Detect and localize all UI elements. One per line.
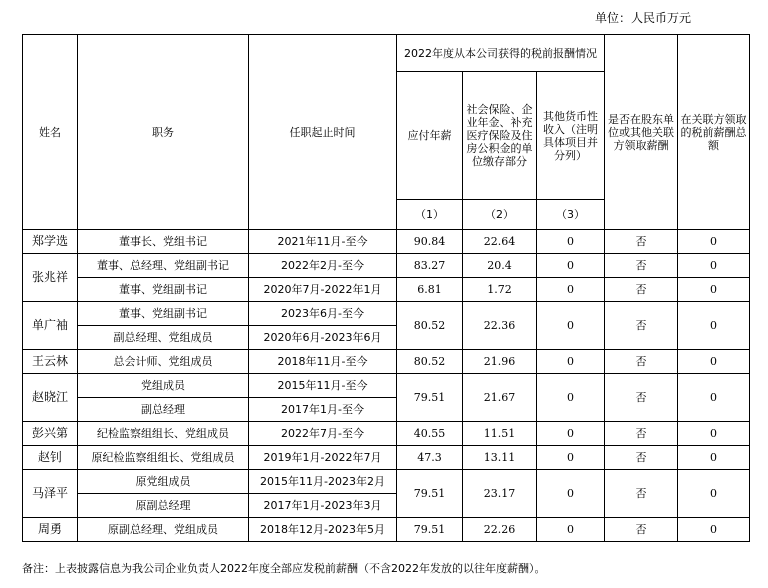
- other-cell: 0: [537, 470, 605, 518]
- header-term: 任职起止时间: [249, 35, 397, 230]
- related-total-cell: 0: [678, 278, 750, 302]
- salary-cell: 79.51: [397, 374, 463, 422]
- position-cell: 董事、党组副书记: [78, 278, 249, 302]
- term-cell: 2021年11月-至今: [249, 230, 397, 254]
- position-cell: 原党组成员: [78, 470, 249, 494]
- other-cell: 0: [537, 350, 605, 374]
- related-flag-cell: 否: [605, 518, 678, 542]
- person-name: 马泽平: [23, 470, 78, 518]
- related-total-cell: 0: [678, 254, 750, 278]
- position-cell: 纪检监察组组长、党组成员: [78, 422, 249, 446]
- salary-cell: 6.81: [397, 278, 463, 302]
- position-cell: 副总经理、党组成员: [78, 326, 249, 350]
- related-total-cell: 0: [678, 302, 750, 350]
- term-cell: 2015年11月-至今: [249, 374, 397, 398]
- social-cell: 22.36: [463, 302, 537, 350]
- header-col-3: （3）: [537, 200, 605, 230]
- header-social: 社会保险、企业年金、补充医疗保险及住房公积金的单位缴存部分: [463, 72, 537, 200]
- related-flag-cell: 否: [605, 302, 678, 350]
- related-total-cell: 0: [678, 518, 750, 542]
- header-col-2: （2）: [463, 200, 537, 230]
- term-cell: 2017年1月-2023年3月: [249, 494, 397, 518]
- related-flag-cell: 否: [605, 374, 678, 422]
- position-cell: 董事、党组副书记: [78, 302, 249, 326]
- salary-cell: 79.51: [397, 518, 463, 542]
- person-name: 赵晓江: [23, 374, 78, 422]
- header-related-total: 在关联方领取的税前薪酬总额: [678, 35, 750, 230]
- related-total-cell: 0: [678, 422, 750, 446]
- term-cell: 2022年7月-至今: [249, 422, 397, 446]
- header-name: 姓名: [23, 35, 78, 230]
- salary-cell: 80.52: [397, 350, 463, 374]
- position-cell: 董事长、党组书记: [78, 230, 249, 254]
- other-cell: 0: [537, 422, 605, 446]
- related-total-cell: 0: [678, 350, 750, 374]
- salary-cell: 40.55: [397, 422, 463, 446]
- related-flag-cell: 否: [605, 278, 678, 302]
- related-flag-cell: 否: [605, 350, 678, 374]
- header-other: 其他货币性收入（注明具体项目并分列）: [537, 72, 605, 200]
- person-name: 郑学选: [23, 230, 78, 254]
- term-cell: 2022年2月-至今: [249, 254, 397, 278]
- social-cell: 23.17: [463, 470, 537, 518]
- header-salary: 应付年薪: [397, 72, 463, 200]
- person-name: 单广袖: [23, 302, 78, 350]
- other-cell: 0: [537, 230, 605, 254]
- unit-label: 单位：人民币万元: [594, 11, 691, 25]
- position-cell: 董事、总经理、党组副书记: [78, 254, 249, 278]
- position-cell: 总会计师、党组成员: [78, 350, 249, 374]
- social-cell: 22.64: [463, 230, 537, 254]
- other-cell: 0: [537, 518, 605, 542]
- related-flag-cell: 否: [605, 254, 678, 278]
- related-flag-cell: 否: [605, 470, 678, 518]
- social-cell: 11.51: [463, 422, 537, 446]
- header-pay-group: 2022年度从本公司获得的税前报酬情况: [397, 35, 605, 72]
- social-cell: 20.4: [463, 254, 537, 278]
- salary-cell: 90.84: [397, 230, 463, 254]
- person-name: 彭兴第: [23, 422, 78, 446]
- term-cell: 2019年1月-2022年7月: [249, 446, 397, 470]
- term-cell: 2018年11月-至今: [249, 350, 397, 374]
- person-name: 赵钊: [23, 446, 78, 470]
- other-cell: 0: [537, 374, 605, 422]
- person-name: 周勇: [23, 518, 78, 542]
- header-col-1: （1）: [397, 200, 463, 230]
- social-cell: 13.11: [463, 446, 537, 470]
- header-related-flag: 是否在股东单位或其他关联方领取薪酬: [605, 35, 678, 230]
- position-cell: 原纪检监察组组长、党组成员: [78, 446, 249, 470]
- related-total-cell: 0: [678, 446, 750, 470]
- related-flag-cell: 否: [605, 446, 678, 470]
- position-cell: 原副总经理: [78, 494, 249, 518]
- term-cell: 2020年7月-2022年1月: [249, 278, 397, 302]
- position-cell: 原副总经理、党组成员: [78, 518, 249, 542]
- salary-cell: 47.3: [397, 446, 463, 470]
- person-name: 王云林: [23, 350, 78, 374]
- other-cell: 0: [537, 254, 605, 278]
- footnote: 备注：上表披露信息为我公司企业负责人2022年度全部应发税前薪酬（不含2022年发放的以往年度薪酬）。: [22, 562, 546, 575]
- term-cell: 2023年6月-至今: [249, 302, 397, 326]
- salary-cell: 79.51: [397, 470, 463, 518]
- social-cell: 22.26: [463, 518, 537, 542]
- term-cell: 2018年12月-2023年5月: [249, 518, 397, 542]
- term-cell: 2017年1月-至今: [249, 398, 397, 422]
- other-cell: 0: [537, 302, 605, 350]
- social-cell: 21.96: [463, 350, 537, 374]
- other-cell: 0: [537, 278, 605, 302]
- person-name: 张兆祥: [23, 254, 78, 302]
- related-total-cell: 0: [678, 230, 750, 254]
- related-flag-cell: 否: [605, 422, 678, 446]
- related-total-cell: 0: [678, 470, 750, 518]
- header-position: 职务: [78, 35, 249, 230]
- term-cell: 2015年11月-2023年2月: [249, 470, 397, 494]
- term-cell: 2020年6月-2023年6月: [249, 326, 397, 350]
- social-cell: 1.72: [463, 278, 537, 302]
- salary-cell: 80.52: [397, 302, 463, 350]
- social-cell: 21.67: [463, 374, 537, 422]
- related-total-cell: 0: [678, 374, 750, 422]
- other-cell: 0: [537, 446, 605, 470]
- salary-cell: 83.27: [397, 254, 463, 278]
- position-cell: 党组成员: [78, 374, 249, 398]
- position-cell: 副总经理: [78, 398, 249, 422]
- related-flag-cell: 否: [605, 230, 678, 254]
- compensation-table: [22, 34, 750, 542]
